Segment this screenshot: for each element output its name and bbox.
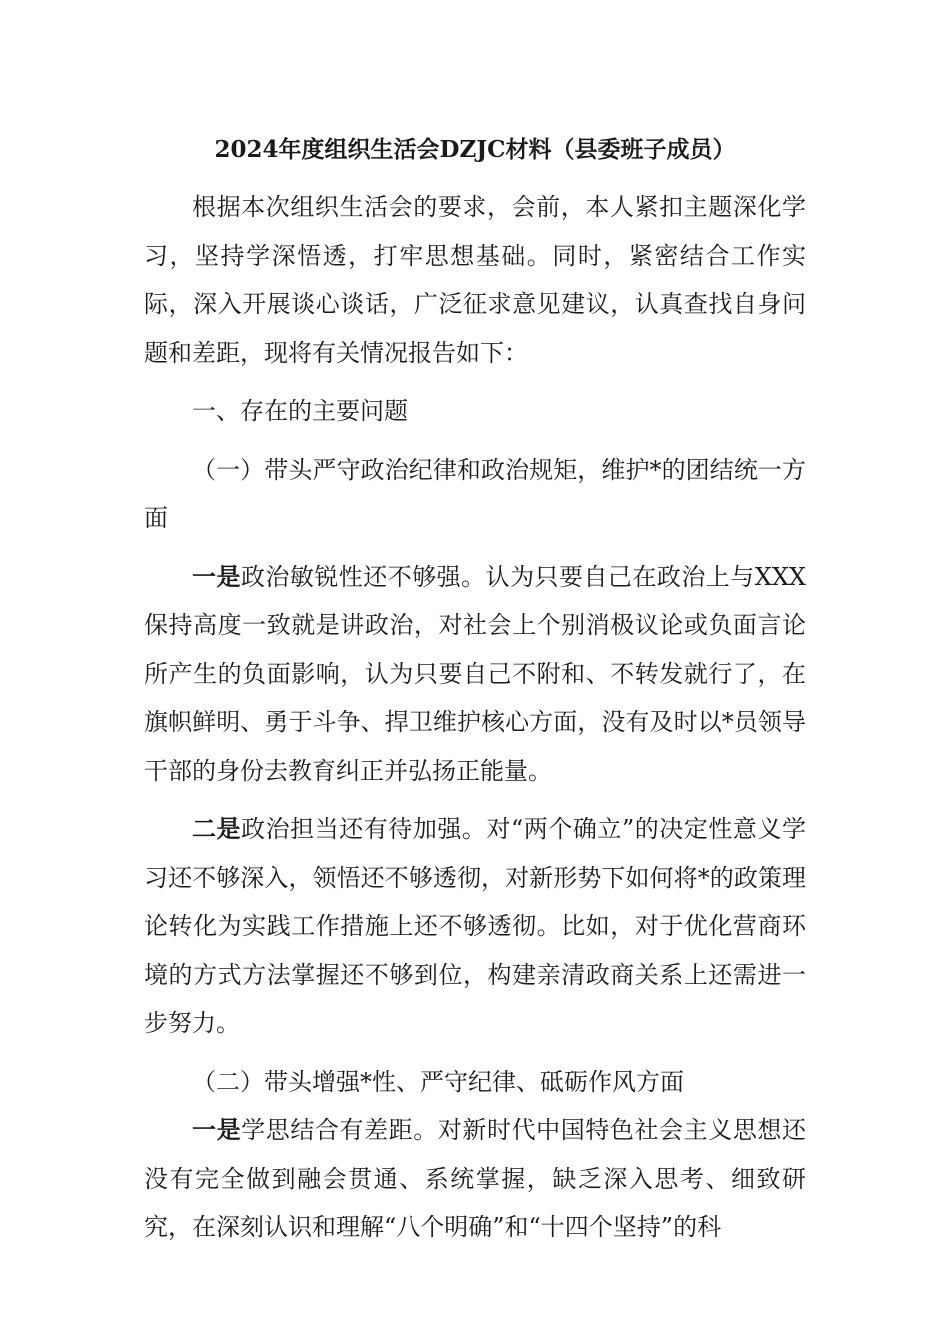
subsection-two-heading: （二）带头增强*性、严守纪律、砥砺作风方面 (192, 1067, 684, 1096)
subsection-one-item-one (144, 553, 806, 796)
item-text: 政治担当还有待加强。对“两个确立”的决定性意义学习还不够深入，领悟还不够透彻，对新形势下如何将*的政策理论转化为实践工作措施上还不够透彻。比如，对于优化营商环境的方式方法掌握还不够到位，构建亲清政商关系上还需进一步努力。 (144, 815, 806, 1037)
intro-paragraph: 根据本次组织生活会的要求，会前，本人紧扣主题深化学习，坚持学深悟透，打牢思想基础。同时，紧密结合工作实际，深入开展谈心谈话，广泛征求意见建议，认真查找自身问题和差距，现将有关情况报告如下： (144, 193, 806, 367)
item-text: 学思结合有差距。对新时代中国特色社会主义思想还没有完全做到融会贯通、系统掌握，缺乏深入思考、细致研究，在深刻认识和理解“八个明确”和“十四个坚持”的科 (144, 1116, 807, 1241)
item-text: 政治敏锐性还不够强。认为只要自己在政治上与XXX保持高度一致就是讲政治，对社会上个别消极议论或负面言论所产生的负面影响，认为只要自己不附和、不转发就行了，在旗帜鲜明、勇于斗争、捍卫维护核心方面，没有及时以*员领导干部的身份去教育纠正并弘扬正能量。 (144, 562, 806, 785)
subsection-one-item-two (144, 805, 806, 1048)
item-lead: 一是 (192, 1115, 242, 1144)
document-body (144, 183, 806, 1252)
document-title: 2024年度组织生活会DZJC材料（县委班子成员） (214, 136, 736, 163)
item-lead: 一是 (192, 561, 241, 591)
subsection-two-item-one (144, 1106, 806, 1252)
section-one-heading: 一、存在的主要问题 (192, 397, 408, 425)
item-lead: 二是 (192, 814, 242, 843)
subsection-one-heading: （一）带头严守政治纪律和政治规矩，维护*的团结统一方面 (144, 455, 806, 532)
